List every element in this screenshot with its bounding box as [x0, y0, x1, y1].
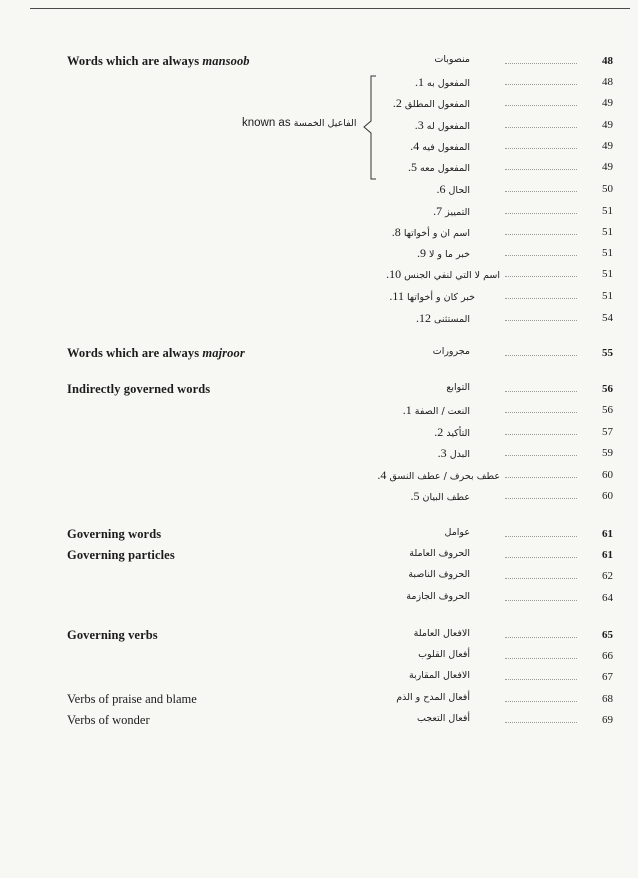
toc-entry [0, 546, 638, 566]
arabic-text: عطف بحرف / عطف النسق [389, 471, 500, 482]
item-number: 8. [391, 225, 401, 239]
dot-leader [505, 169, 577, 170]
item-number: 1. [414, 75, 424, 89]
page-number: 60 [602, 469, 613, 481]
english-text: Indirectly governed words [67, 382, 211, 396]
page-number: 56 [602, 404, 613, 416]
page-number: 66 [602, 650, 613, 662]
english-heading [67, 548, 175, 563]
item-number: 11. [389, 289, 404, 303]
arabic-term [360, 204, 470, 219]
dot-leader [505, 658, 577, 659]
item-number: 7. [433, 204, 443, 218]
toc-entry [0, 487, 638, 507]
page-number: 65 [602, 629, 613, 641]
arabic-text: التأكيد [446, 428, 470, 439]
known-as-note [242, 117, 357, 129]
item-number: 2. [392, 96, 402, 110]
page-number: 51 [602, 290, 613, 302]
dot-leader [505, 84, 577, 85]
arabic-text: المفعول فيه [422, 142, 470, 153]
page-number: 49 [602, 140, 613, 152]
toc-entry [0, 265, 638, 285]
grouping-brace [362, 75, 378, 180]
english-text: Verbs of praise and blame [67, 692, 197, 706]
page-number: 51 [602, 247, 613, 259]
item-number: 10. [386, 267, 402, 281]
arabic-term [360, 446, 470, 461]
item-number: 9. [416, 246, 426, 260]
page-number: 48 [602, 76, 613, 88]
toc-entry [0, 137, 638, 157]
toc-entry [0, 344, 638, 364]
dot-leader [505, 191, 577, 192]
toc-entry [0, 711, 638, 731]
english-text: Governing verbs [67, 628, 158, 642]
toc-entry [0, 626, 638, 646]
toc-entry [0, 73, 638, 93]
arabic-term [360, 628, 470, 639]
arabic-text: المفعول المطلق [404, 99, 470, 110]
arabic-term [360, 382, 470, 393]
top-rule [30, 8, 630, 9]
english-heading [67, 527, 161, 542]
arabic-term [360, 670, 470, 681]
page-number: 54 [602, 312, 613, 324]
dot-leader [505, 127, 577, 128]
toc-entry [0, 401, 638, 421]
arabic-term [360, 54, 470, 65]
english-text: Governing particles [67, 548, 175, 562]
toc-entry [0, 94, 638, 114]
toc-entry [0, 647, 638, 667]
english-italic-term: mansoob [202, 54, 250, 68]
toc-entry [0, 244, 638, 264]
page-number: 56 [602, 383, 613, 395]
toc-entry [0, 466, 638, 486]
dot-leader [505, 391, 577, 392]
page-number: 51 [602, 268, 613, 280]
item-number: 5. [410, 489, 420, 503]
item-number: 1. [402, 403, 412, 417]
english-italic-term: majroor [202, 346, 245, 360]
arabic-text: الافعال العاملة [413, 628, 470, 639]
dot-leader [505, 701, 577, 702]
page-number: 60 [602, 490, 613, 502]
item-number: 3. [437, 446, 447, 460]
arabic-term [360, 649, 470, 660]
arabic-text: المستثنى [433, 314, 470, 325]
item-number: 3. [414, 118, 424, 132]
arabic-term [360, 403, 470, 418]
english-text: Words which are always [67, 346, 200, 360]
toc-entry [0, 52, 638, 72]
dot-leader [505, 320, 577, 321]
dot-leader [505, 234, 577, 235]
arabic-text: التمييز [445, 207, 470, 218]
page-number: 49 [602, 161, 613, 173]
arabic-term [360, 548, 470, 559]
arabic-text: التوابع [446, 382, 470, 393]
arabic-term [360, 569, 470, 580]
toc-entry [0, 380, 638, 400]
item-number: 4. [377, 468, 387, 482]
page-number: 61 [602, 549, 613, 561]
page-number: 61 [602, 528, 613, 540]
arabic-text: أفعال القلوب [418, 649, 470, 660]
dot-leader [505, 477, 577, 478]
english-heading [67, 346, 245, 361]
toc-entry [0, 690, 638, 710]
arabic-term [360, 591, 470, 602]
arabic-term [360, 246, 470, 261]
arabic-term [360, 267, 500, 282]
dot-leader [505, 412, 577, 413]
arabic-text: اسم ان و أخواتها [403, 228, 470, 239]
toc-entry [0, 287, 638, 307]
arabic-term [360, 692, 470, 703]
english-heading [67, 382, 210, 397]
page-number: 57 [602, 426, 613, 438]
dot-leader [505, 63, 577, 64]
item-number: 12. [415, 311, 431, 325]
arabic-term [360, 489, 470, 504]
arabic-text: اسم لا التي لنفي الجنس [404, 270, 500, 281]
arabic-text: عوامل [444, 527, 470, 538]
item-number: 4. [410, 139, 420, 153]
arabic-text: أفعال التعجب [416, 713, 470, 724]
dot-leader [505, 557, 577, 558]
toc-entry [0, 668, 638, 688]
arabic-term [360, 346, 470, 357]
toc-entry [0, 309, 638, 329]
dot-leader [505, 455, 577, 456]
dot-leader [505, 255, 577, 256]
arabic-text: الحروف العاملة [409, 548, 470, 559]
page-number: 68 [602, 693, 613, 705]
arabic-text: البدل [449, 449, 470, 460]
toc-entry [0, 202, 638, 222]
arabic-text: أفعال المدح و الذم [396, 692, 470, 703]
arabic-term [360, 527, 470, 538]
arabic-term [360, 182, 470, 197]
arabic-text: مجرورات [432, 346, 470, 357]
arabic-text: النعت / الصفة [414, 406, 470, 417]
english-text: Words which are always [67, 54, 200, 68]
item-number: 6. [436, 182, 446, 196]
toc-entry [0, 180, 638, 200]
arabic-text: المفعول له [426, 121, 470, 132]
arabic-text: الحال [448, 185, 470, 196]
page-number: 59 [602, 447, 613, 459]
known-as-label: known as [242, 117, 291, 129]
dot-leader [505, 434, 577, 435]
page-number: 49 [602, 97, 613, 109]
dot-leader [505, 722, 577, 723]
toc-entry [0, 223, 638, 243]
english-text: Governing words [67, 527, 162, 541]
arabic-text: الحروف الناصبة [408, 569, 470, 580]
page-number: 64 [602, 592, 613, 604]
arabic-text: خبر كان و أخواتها [407, 292, 475, 303]
arabic-term [360, 468, 500, 483]
dot-leader [505, 148, 577, 149]
page-number: 51 [602, 205, 613, 217]
page-number: 51 [602, 226, 613, 238]
dot-leader [505, 355, 577, 356]
toc-entry [0, 444, 638, 464]
dot-leader [505, 578, 577, 579]
arabic-term [360, 225, 470, 240]
known-as-arabic: الفاعيل الخمسة [293, 118, 357, 129]
english-heading [67, 692, 197, 707]
dot-leader [505, 298, 577, 299]
dot-leader [505, 105, 577, 106]
dot-leader [505, 213, 577, 214]
item-number: 5. [407, 160, 417, 174]
arabic-text: المفعول معه [419, 163, 470, 174]
toc-entry [0, 423, 638, 443]
arabic-text: منصوبات [434, 54, 470, 65]
dot-leader [505, 679, 577, 680]
toc-entry [0, 525, 638, 545]
page-number: 69 [602, 714, 613, 726]
toc-entry [0, 567, 638, 587]
arabic-text: الافعال المقاربة [408, 670, 470, 681]
page-number: 50 [602, 183, 613, 195]
page-number: 67 [602, 671, 613, 683]
arabic-term [360, 289, 475, 304]
arabic-text: المفعول به [427, 78, 470, 89]
dot-leader [505, 276, 577, 277]
dot-leader [505, 536, 577, 537]
arabic-text: الحروف الجازمة [406, 591, 470, 602]
page-number: 62 [602, 570, 613, 582]
dot-leader [505, 600, 577, 601]
arabic-term [360, 311, 470, 326]
english-text: Verbs of wonder [67, 713, 150, 727]
arabic-text: خبر ما و لا [428, 249, 470, 260]
toc-entry [0, 589, 638, 609]
english-heading [67, 628, 158, 643]
page-number: 55 [602, 347, 613, 359]
item-number: 2. [434, 425, 444, 439]
toc-entry [0, 158, 638, 178]
arabic-text: عطف البيان [422, 492, 470, 503]
dot-leader [505, 498, 577, 499]
dot-leader [505, 637, 577, 638]
page-number: 49 [602, 119, 613, 131]
arabic-term [360, 713, 470, 724]
page-number: 48 [602, 55, 613, 67]
arabic-term [360, 425, 470, 440]
english-heading [67, 54, 250, 69]
english-heading [67, 713, 150, 728]
